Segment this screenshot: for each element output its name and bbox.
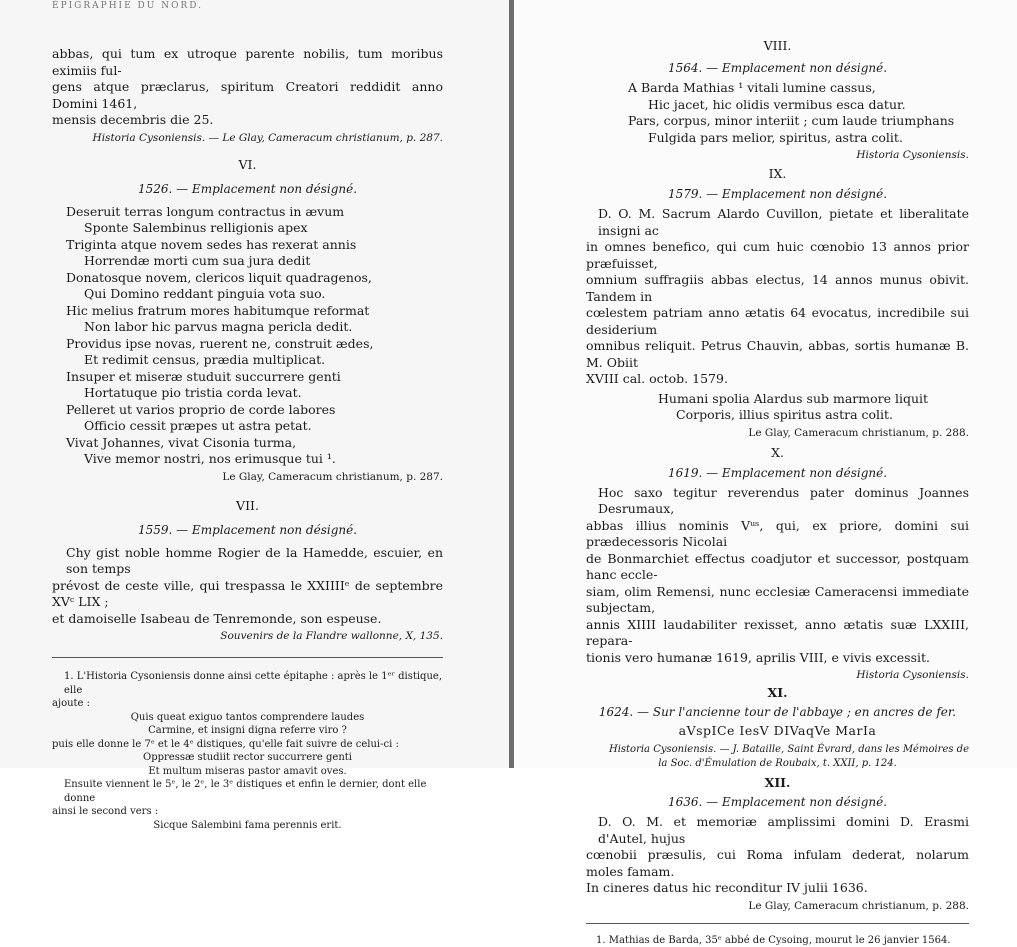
source-citation: Historia Cysoniensis. xyxy=(586,668,969,682)
verse-line: Hortatuque pio tristia corda levat. xyxy=(66,385,443,402)
chronogram: aVspICe IesV DIVaqVe MarIa xyxy=(586,723,969,738)
verse-line: Hic jacet, hic olidis vermibus esca datur. xyxy=(628,97,969,114)
verse-line: Non labor hic parvus magna pericla dedit. xyxy=(66,319,443,336)
verse-line: Humani spolia Alardus sub marmore liquit xyxy=(658,391,969,408)
verse-line: Insuper et miseræ studuit succurrere genti xyxy=(66,369,443,386)
footnote-line: puis elle donne le 7ᵉ et le 4ᵉ distiques, qu'elle fait suivre de celui-ci : xyxy=(52,738,443,752)
verse-line: Vive memor nostri, nos erimusque tui ¹. xyxy=(66,451,443,468)
footnote-quote: Oppressæ studiit rector succurrere genti xyxy=(52,751,443,765)
section-heading: 1559. — Emplacement non désigné. xyxy=(52,523,443,537)
text-line: abbas, qui tum ex utroque parente nobilis, tum moribus eximiis ful- xyxy=(52,46,443,79)
section-numeral: VIII. xyxy=(586,38,969,53)
left-page xyxy=(0,0,509,768)
footnote-line: Ensuite viennent le 5ᵉ, le 2ᵉ, le 3ᵉ distiques et enfin le dernier, dont elle donne xyxy=(52,778,443,805)
epitaph-text xyxy=(52,545,443,628)
verse-line: Et redimit census, prædia multiplicat. xyxy=(66,352,443,369)
footnote: 1. Mathias de Barda, 35ᵉ abbé de Cysoing, mourut le 26 janvier 1564. xyxy=(586,934,969,947)
right-page xyxy=(514,0,1017,768)
source-citation: Historia Cysoniensis. — J. Bataille, Saint Évrard, dans les Mémoires de xyxy=(586,743,969,757)
section-heading: 1564. — Emplacement non désigné. xyxy=(586,61,969,75)
text-line: cœnobii præsulis, cui Roma infulam dederat, nolarum moles famam. xyxy=(586,847,969,880)
verse-line: Horrendæ morti cum sua jura dedit xyxy=(66,253,443,270)
text-line: et damoiselle Isabeau de Tenremonde, son espeuse. xyxy=(52,611,443,628)
footnote-line: ajoute : xyxy=(52,697,443,711)
section-heading: 1579. — Emplacement non désigné. xyxy=(586,187,969,201)
source-citation: Historia Cysoniensis. xyxy=(586,148,969,162)
verse-line: Donatosque novem, clericos liquit quadragenos, xyxy=(66,270,443,287)
section-numeral: VI. xyxy=(52,157,443,172)
section-numeral: VII. xyxy=(52,498,443,513)
source-citation: Le Glay, Cameracum christianum, p. 288. xyxy=(586,899,969,913)
source-citation: Historia Cysoniensis. — Le Glay, Cameracum christianum, p. 287. xyxy=(52,131,443,145)
footnote-line: ainsi le second vers : xyxy=(52,805,443,819)
epitaph-verse xyxy=(52,204,443,468)
verse-line: Pelleret ut varios proprio de corde labores xyxy=(66,402,443,419)
text-line: Chy gist noble homme Rogier de la Hamedde, escuier, en son temps xyxy=(52,545,443,578)
section-numeral: XI. xyxy=(586,685,969,700)
footnote-quote: Sicque Salembini fama perennis erit. xyxy=(52,819,443,833)
verse-line: Officio cessit præpes ut astra petat. xyxy=(66,418,443,435)
epitaph-text xyxy=(586,206,969,388)
section-heading: 1526. — Emplacement non désigné. xyxy=(52,182,443,196)
text-line: omnium suffragiis abbas electus, 14 annos munus obivit. Tandem in xyxy=(586,272,969,305)
text-line: omnibus reliquit. Petrus Chauvin, abbas, sortis humanæ B. M. Obiit xyxy=(586,338,969,371)
epitaph-text xyxy=(586,485,969,667)
text-line: D. O. M. et memoriæ amplissimi domini D. Erasmi d'Autel, hujus xyxy=(586,814,969,847)
verse-line: Providus ipse novas, ruerent ne, construit ædes, xyxy=(66,336,443,353)
text-line: annis XIIII laudabiliter rexisset, anno ætatis suæ LXXIII, repara- xyxy=(586,617,969,650)
verse-line: Sponte Salembinus relligionis apex xyxy=(66,220,443,237)
footnote xyxy=(52,670,443,832)
text-line: D. O. M. Sacrum Alardo Cuvillon, pietate et liberalitate insigni ac xyxy=(586,206,969,239)
footnote-quote: Et multum miseras pastor amavit oves. xyxy=(52,765,443,779)
footnote-line: 1. L'Historia Cysoniensis donne ainsi cette épitaphe : après le 1ᵉʳ distique, elle xyxy=(52,670,443,697)
verse-line: Deseruit terras longum contractus in ævum xyxy=(66,204,443,221)
section-numeral: IX. xyxy=(586,166,969,181)
text-line: tionis vero humanæ 1619, aprilis VIII, e vivis excessit. xyxy=(586,650,969,667)
section-heading: 1636. — Emplacement non désigné. xyxy=(586,795,969,809)
text-line: de Bonmarchiet effectus coadjutor et successor, postquam hanc eccle- xyxy=(586,551,969,584)
epitaph-verse xyxy=(586,391,969,424)
text-line: gens atque præclarus, spiritum Creatori reddidit anno Domini 1461, xyxy=(52,79,443,112)
source-citation: la Soc. d'Émulation de Roubaix, t. XXII, p. 124. xyxy=(586,757,969,771)
verse-line: Vivat Johannes, vivat Cisonia turma, xyxy=(66,435,443,452)
source-citation: Le Glay, Cameracum christianum, p. 287. xyxy=(52,470,443,484)
text-line: XVIII cal. octob. 1579. xyxy=(586,371,969,388)
section-heading: 1619. — Emplacement non désigné. xyxy=(586,466,969,480)
source-citation: Le Glay, Cameracum christianum, p. 288. xyxy=(586,426,969,440)
text-line: siam, olim Remensi, nunc ecclesiæ Cameracensi immediate subjectam, xyxy=(586,584,969,617)
verse-line: Triginta atque novem sedes has rexerat annis xyxy=(66,237,443,254)
text-line: mensis decembris die 25. xyxy=(52,112,443,129)
section-numeral: X. xyxy=(586,445,969,460)
epitaph-text xyxy=(586,814,969,897)
verse-line: Corporis, illius spiritus astra colit. xyxy=(658,407,969,424)
text-line: in omnes benefico, qui cum huic cœnobio 13 annos prior præfuisset, xyxy=(586,239,969,272)
text-line: cœlestem patriam anno ætatis 64 evocatus, incredibile sui desiderium xyxy=(586,305,969,338)
footnote-quote: Carmine, et insigni digna referre viro ? xyxy=(52,724,443,738)
section-numeral: XII. xyxy=(586,775,969,790)
verse-line: Hic melius fratrum mores habitumque reformat xyxy=(66,303,443,320)
text-line: Hoc saxo tegitur reverendus pater dominus Joannes Desrumaux, xyxy=(586,485,969,518)
running-head: ÉPIGRAPHIE DU NORD. xyxy=(52,1,203,11)
footnote-quote: Quis queat exiguo tantos comprendere laudes xyxy=(52,711,443,725)
verse-line: Pars, corpus, minor interiit ; cum laude triumphans xyxy=(628,113,969,130)
text-line: abbas illius nominis Vᵘˢ, qui, ex priore, domini sui prædecessoris Nicolai xyxy=(586,518,969,551)
source-citation: Souvenirs de la Flandre wallonne, X, 135. xyxy=(52,629,443,643)
text-line: In cineres datus hic reconditur IV julii 1636. xyxy=(586,880,969,897)
text-line: prévost de ceste ville, qui trespassa le XXIIIIᵉ de septembre XVᶜ LIX ; xyxy=(52,578,443,611)
verse-line: A Barda Mathias ¹ vitali lumine cassus, xyxy=(628,80,969,97)
section-heading: 1624. — Sur l'ancienne tour de l'abbaye ; en ancres de fer. xyxy=(586,705,969,719)
intro-text xyxy=(52,46,443,129)
verse-line: Fulgida pars melior, spiritus, astra colit. xyxy=(628,130,969,147)
epitaph-verse xyxy=(586,80,969,146)
verse-line: Qui Domino reddant pinguia vota suo. xyxy=(66,286,443,303)
